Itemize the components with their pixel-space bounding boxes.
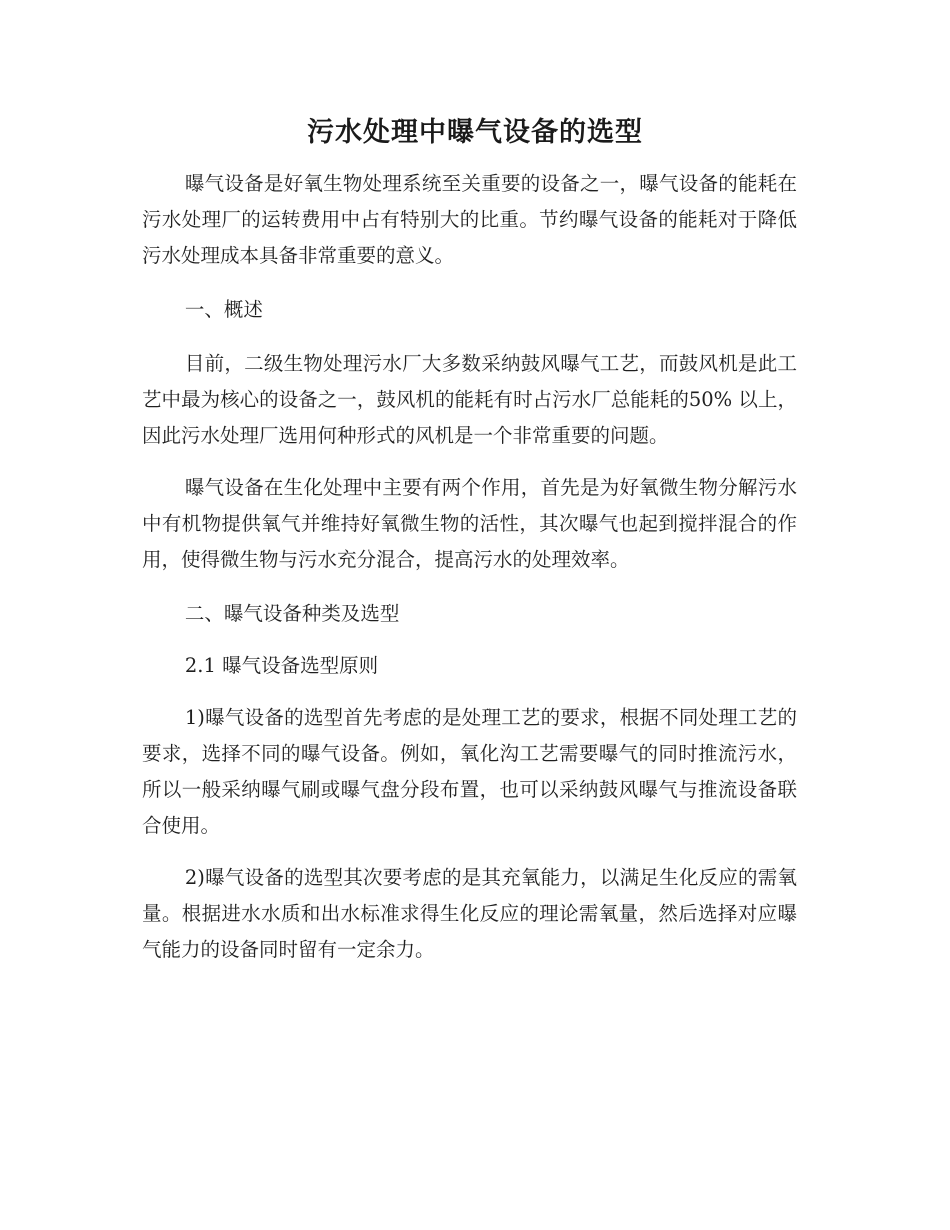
principle-paragraph-1: 1)曝气设备的选型首先考虑的是处理工艺的要求，根据不同处理工艺的要求，选择不同的曝气设备。例如，氧化沟工艺需要曝气的同时推流污水，所以一般采纳曝气刷或曝气盘分段布置，也可以采纳鼓风曝气与推流设备联合使用。 — [142, 706, 797, 837]
principle-paragraph-2: 2)曝气设备的选型其次要考虑的是其充氧能力，以满足生化反应的需氧量。根据进水水质和出水标准求得生化反应的理论需氧量，然后选择对应曝气能力的设备同时留有一定余力。 — [142, 866, 797, 961]
section-heading-types: 二、曝气设备种类及选型 — [184, 602, 400, 625]
overview-paragraph-1: 目前，二级生物处理污水厂大多数采纳鼓风曝气工艺，而鼓风机是此工艺中最为核心的设备之一，鼓风机的能耗有时占污水厂总能耗的50% 以上，因此污水处理厂选用何种形式的风机是一个非常重要的问题。 — [142, 352, 797, 447]
section-heading-overview: 一、概述 — [184, 298, 263, 321]
intro-paragraph: 曝气设备是好氧生物处理系统至关重要的设备之一，曝气设备的能耗在污水处理厂的运转费用中占有特别大的比重。节约曝气设备的能耗对于降低污水处理成本具备非常重要的意义。 — [142, 172, 797, 267]
document-title: 污水处理中曝气设备的选型 — [307, 117, 643, 148]
document-body — [142, 166, 797, 968]
overview-paragraph-2: 曝气设备在生化处理中主要有两个作用，首先是为好氧微生物分解污水中有机物提供氧气并维持好氧微生物的活性，其次曝气也起到搅拌混合的作用，使得微生物与污水充分混合，提高污水的处理效率。 — [142, 476, 797, 571]
subsection-heading-principles: 2.1 曝气设备选型原则 — [184, 654, 379, 677]
